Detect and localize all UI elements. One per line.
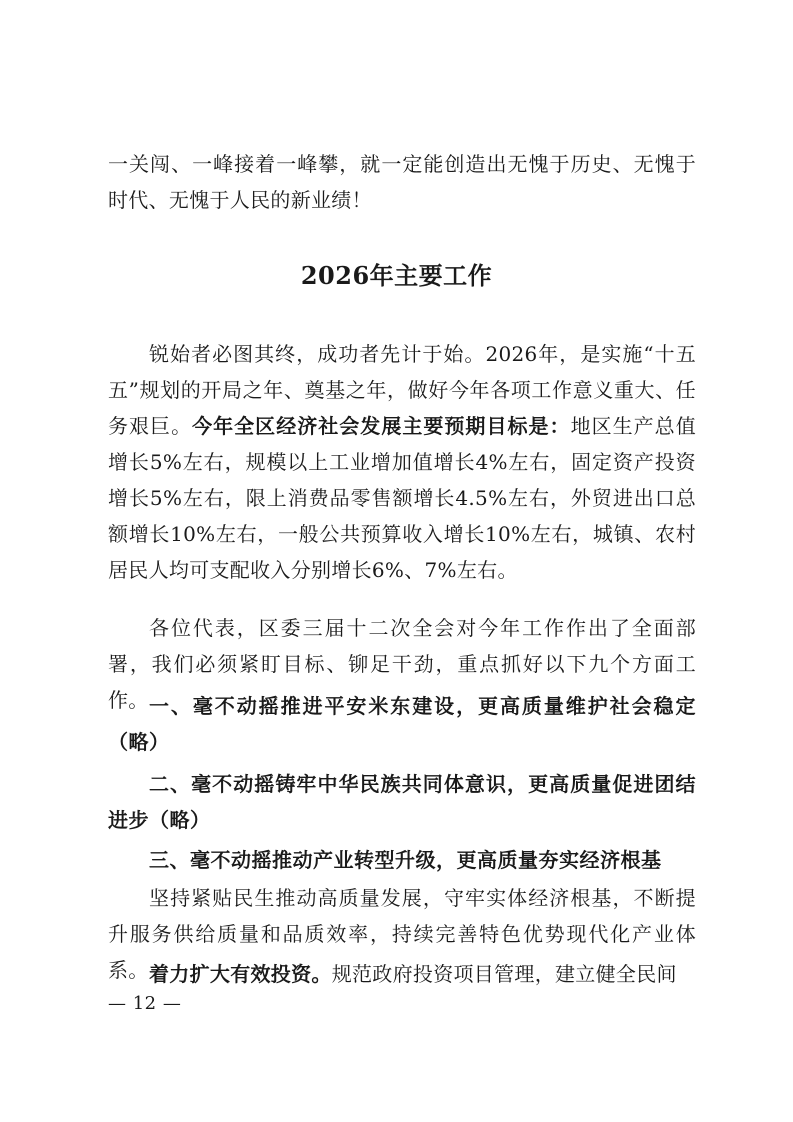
intro-targets: 地区生产总值增长5%左右，规模以上工业增加值增长4%左右，固定资产投资增长5%左右，限上消费品零售额增长4.5%左右，外贸进出口总额增长10%左右，一般公共预算收入增长10%左右，城镇、农村居民人均可支配收入分别增长6%、7%左右。 [108, 414, 696, 582]
section3-body-paragraph: 坚持紧贴民生推动高质量发展，守牢实体经济根基，不断提升服务供给质量和品质效率，持续完善特色优势现代化产业体系。 [108, 886, 696, 982]
delegates-paragraph: 各位代表，区委三届十二次全会对今年工作作出了全面部署，我们必须紧盯目标、铆足干劲，重点抓好以下九个方面工作。 [108, 616, 696, 712]
intro-paragraph [108, 336, 696, 588]
continuation-paragraph: 一关闯、一峰接着一峰攀，就一定能创造出无愧于历史、无愧于时代、无愧于人民的新业绩！ [108, 152, 696, 212]
intro-bold-lead: 今年全区经济社会发展主要预期目标是： [192, 414, 571, 438]
section-heading-2: 二、毫不动摇铸牢中华民族共同体意识，更高质量促进团结进步（略） [108, 772, 696, 832]
investment-paragraph [108, 956, 696, 992]
section-heading-3: 三、毫不动摇推动产业转型升级，更高质量夯实经济根基 [149, 848, 662, 872]
section-heading-1: 一、毫不动摇推进平安米东建设，更高质量维护社会稳定（略） [108, 694, 696, 754]
section-title: 2026年主要工作 [300, 261, 493, 290]
investment-lead: 着力扩大有效投资。 [149, 962, 332, 986]
page-number: — 12 — [108, 993, 182, 1014]
intro-text: 锐始者必图其终，成功者先计于始。2026年，是实施“十五五”规划的开局之年、奠基之年，做好今年各项工作意义重大、任务艰巨。 [108, 342, 696, 438]
investment-text: 规范政府投资项目管理，建立健全民间 [331, 962, 677, 986]
